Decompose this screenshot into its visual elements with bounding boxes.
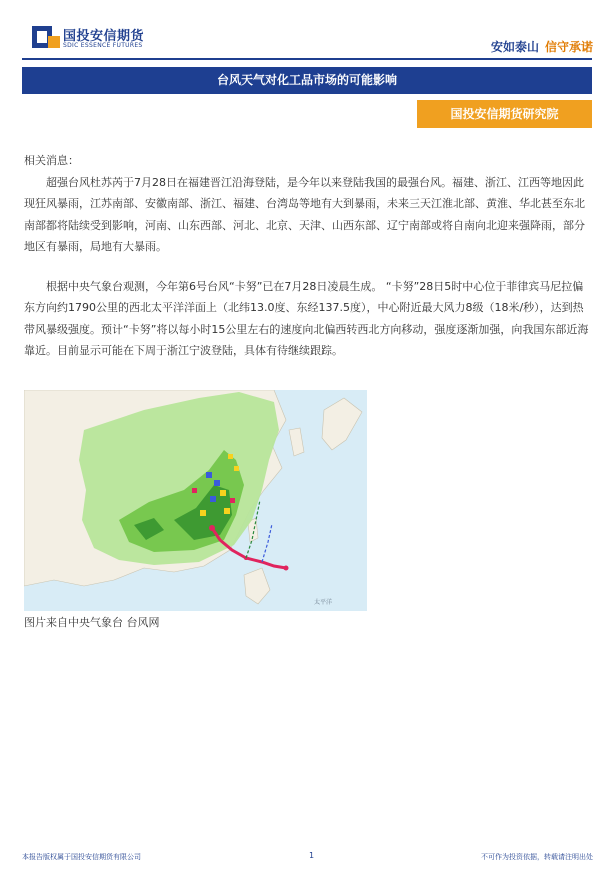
logo-subtext: SDIC ESSENCE FUTURES — [63, 42, 143, 49]
map-sea-label: 太平洋 — [314, 599, 333, 606]
page-header — [0, 0, 615, 60]
typhoon-rainfall-map — [24, 390, 367, 611]
paragraph-2: 根据中央气象台观测，今年第6号台风“卡努”已在7月28日凌晨生成。 “卡努”28日5时中心位于菲律宾马尼拉偏东方向约1790公里的西北太平洋洋面上（北纬13.0度、东经137.5度），中心附近最大风力8级（18米/秒），达到热带风暴级强度。预计“卡努”将以每小时15公里左右的速度向北偏西转西北方向移动，强度逐渐加强，向我国东部近海靠近。目前显示可能在下周于浙江宁波登陆，具体有待继续跟踪。 — [24, 279, 589, 357]
footer-copyright: 本报告版权属于国投安信期货有限公司 — [22, 853, 141, 861]
slogan-part-b: 信守承诺 — [544, 40, 593, 54]
paragraph-gap — [24, 258, 590, 276]
map-caption: 图片来自中央气象台 台风网 — [24, 616, 160, 629]
footer-disclaimer: 不可作为投资依据，转载请注明出处 — [481, 853, 593, 861]
header-divider — [22, 58, 592, 60]
slogan — [491, 38, 593, 55]
paragraph-1: 超强台风杜苏芮于7月28日在福建晋江沿海登陆，是今年以来登陆我国的最强台风。福建、浙江、江西等地因此现狂风暴雨，江苏南部、安徽南部、浙江、福建、台湾岛等地有大到暴雨，未来三天江淮北部、黄淮、华北甚至东北南部都将陆续受到影响，河南、山东西部、河北、北京、天津、山西东部、辽宁南部或将自南向北迎来强降雨，部分地区有暴雨，局地有大暴雨。 — [24, 175, 585, 253]
report-body — [24, 150, 590, 362]
report-title: 台风天气对化工品市场的可能影响 — [22, 67, 592, 94]
logo-text: 国投安信期货 — [63, 29, 145, 44]
institute-badge: 国投安信期货研究院 — [417, 100, 592, 128]
slogan-part-a: 安如泰山 — [490, 40, 539, 54]
map-graphic — [24, 390, 367, 611]
lead-label: 相关消息： — [24, 154, 79, 167]
company-logo-icon — [32, 26, 60, 48]
page-number: 1 — [309, 851, 315, 860]
